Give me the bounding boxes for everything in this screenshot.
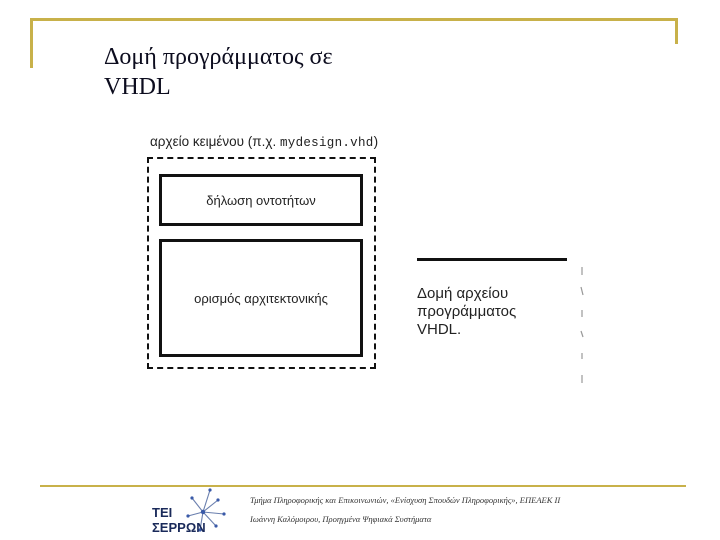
side-caption-line-1: Δομή αρχείου	[417, 285, 509, 302]
logo-wordmark	[152, 505, 206, 535]
footer-text	[250, 491, 560, 529]
scan-edge-marks	[577, 265, 587, 390]
file-caption-filename: mydesign.vhd	[279, 136, 374, 150]
slide-title-line-2: VHDL	[104, 74, 171, 100]
frame-left-rule	[30, 18, 33, 68]
footer-line-1: Τμήμα Πληροφορικής και Επικοινωνιών, «Ενίσχυση Σπουδών Πληροφορικής», ΕΠΕΑΕΚ ΙΙ	[250, 495, 561, 505]
entity-declaration-label: δήλωση οντοτήτων	[206, 192, 316, 208]
logo-line-1: ΤΕΙ	[152, 505, 173, 520]
slide-title-line-1: Δομή προγράμματος σε	[104, 44, 333, 70]
footer-line-2: Ιωάννη Καλόμοιρου, Προηγμένα Ψηφιακά Συστήματα	[250, 514, 432, 524]
frame-top-rule	[30, 18, 678, 21]
file-caption	[150, 134, 378, 150]
logo-line-2: ΣΕΡΡΩΝ	[152, 520, 206, 535]
architecture-definition-box	[159, 239, 363, 357]
file-caption-suffix: )	[373, 134, 379, 149]
side-caption-line-2: προγράμματος	[417, 303, 517, 320]
side-caption	[417, 285, 587, 339]
file-caption-prefix: αρχείο κειμένου (π.χ.	[150, 134, 277, 149]
slide-title	[104, 42, 524, 102]
side-caption-rule	[417, 258, 567, 261]
entity-declaration-box	[159, 174, 363, 226]
footer-rule-left	[40, 485, 146, 487]
side-caption-line-3: VHDL.	[417, 321, 462, 338]
frame-right-rule	[675, 18, 678, 44]
architecture-definition-label: ορισμός αρχιτεκτονικής	[194, 290, 328, 306]
